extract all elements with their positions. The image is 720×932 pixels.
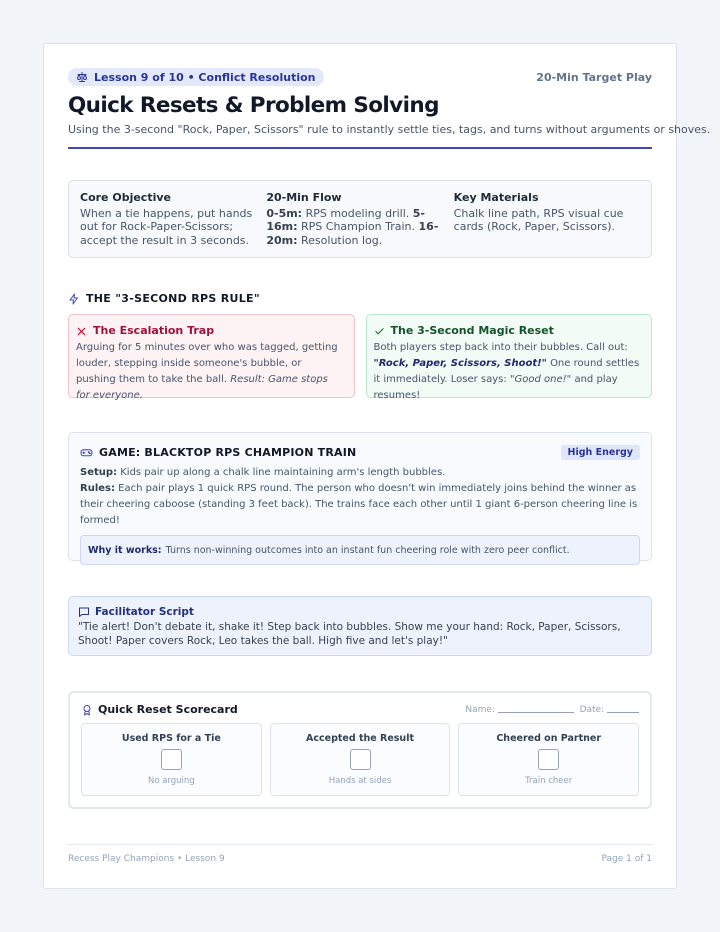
escalation-trap-card [68, 314, 355, 401]
name-date-fields [465, 705, 639, 715]
page-title: Quick Resets & Problem Solving [68, 93, 439, 118]
game-setup [80, 465, 640, 481]
reset-text-a: Both players step back into their bubbles. Call out: [373, 342, 628, 353]
reset-callout: "Rock, Paper, Scissors, Shoot!" [373, 358, 547, 369]
scorecard-column-hint: Hands at sides [328, 776, 392, 786]
materials-column [454, 191, 640, 257]
flow-heading: 20-Min Flow [266, 191, 342, 204]
page-content [68, 68, 711, 864]
scorecard-column-hint: Train cheer [525, 776, 573, 786]
materials-heading: Key Materials [453, 191, 539, 204]
magic-reset-card [366, 314, 653, 401]
flow-seg3-text: Resolution log. [301, 233, 383, 247]
scorecard-column [270, 723, 451, 796]
setup-text: Kids pair up along a chalk line maintaining arm's length bubbles. [120, 467, 446, 478]
flow-seg3-time: 16-20m: [266, 220, 439, 247]
flow-text [266, 207, 453, 248]
trap-title: The Escalation Trap [93, 324, 215, 337]
game-box [68, 432, 652, 561]
lesson-pill [68, 68, 324, 86]
page-footer [68, 844, 652, 864]
reset-text [374, 340, 642, 404]
scorecard-checkbox[interactable] [161, 749, 182, 770]
scorecard-column-label: Accepted the Result [306, 733, 414, 744]
scorecard-checkbox[interactable] [538, 749, 559, 770]
footer-page-number: Page 1 of 1 [601, 854, 652, 864]
scorecard-header [81, 702, 639, 717]
facilitator-script-box [68, 596, 652, 656]
check-icon [374, 326, 385, 337]
game-title: GAME: BLACKTOP RPS CHAMPION TRAIN [99, 445, 357, 459]
speech-bubble-icon [78, 606, 90, 618]
script-heading [78, 605, 642, 619]
materials-text: Chalk line path, RPS visual cue cards (Rock, Paper, Scissors). [453, 206, 624, 233]
why-text: Turns non-winning outcomes into an instant fun cheering role with zero peer conflict. [165, 544, 570, 556]
rules-label: Rules: [80, 483, 115, 494]
name-blank[interactable] [498, 712, 574, 713]
lightning-icon [68, 293, 80, 305]
rule-cards [68, 314, 652, 401]
objective-column [80, 191, 266, 257]
scorecard-column-label: Cheered on Partner [496, 733, 602, 744]
name-label: Name: [465, 704, 495, 715]
script-title: Facilitator Script [95, 606, 194, 618]
trap-description: Arguing for 5 minutes over who was tagged, getting louder, stepping inside someone's bubble, or pushing them to take the ball. [76, 342, 338, 385]
target-duration: 20-Min Target Play [536, 70, 652, 84]
why-label: Why it works: [88, 544, 162, 556]
flow-column [266, 191, 453, 257]
reset-text-c: and play resumes! [373, 374, 618, 401]
gamepad-icon [80, 446, 93, 459]
objective-text: When a tie happens, put hands out for Rock-Paper-Scissors; accept the result in 3 seconds. [80, 206, 253, 247]
flow-seg2-time: 5-16m: [266, 206, 425, 233]
scorecard-column-hint: No arguing [147, 776, 195, 786]
scorecard [68, 691, 652, 809]
flow-seg1-time: 0-5m: [266, 206, 303, 220]
reset-heading [374, 324, 642, 338]
trap-result: Result: Game stops for everyone. [76, 374, 328, 401]
award-ribbon-icon [81, 704, 93, 716]
game-header [80, 444, 640, 460]
lesson-page [43, 43, 711, 889]
reset-title: The 3-Second Magic Reset [390, 324, 554, 337]
scorecard-title: Quick Reset Scorecard [98, 703, 238, 716]
setup-label: Setup: [80, 467, 118, 478]
scale-icon [76, 71, 88, 83]
objective-heading: Core Objective [80, 191, 171, 204]
lesson-pill-label: Lesson 9 of 10 • Conflict Resolution [94, 70, 316, 84]
why-it-works-box [80, 535, 640, 565]
rules-text: Each pair plays 1 quick RPS round. The person who doesn't win immediately joins behind the winner as their cheering caboose (standing 3 feet back). The trains face each other until 1 giant 6-person cheering line is formed! [80, 483, 638, 526]
flow-seg2-text: RPS Champion Train. [301, 220, 416, 233]
scorecard-columns [81, 723, 639, 796]
reset-text-b: One round settles it immediately. Loser says: [373, 358, 640, 385]
date-blank[interactable] [607, 712, 639, 713]
header-row [68, 68, 652, 86]
date-label: Date: [579, 704, 605, 715]
overview-box [68, 180, 652, 258]
trap-text [76, 340, 344, 404]
footer-left: Recess Play Champions • Lesson 9 [68, 854, 225, 864]
x-icon [76, 326, 87, 337]
trap-heading [76, 324, 344, 338]
rule-section-title: THE "3-SECOND RPS RULE" [86, 292, 260, 305]
script-text: "Tie alert! Don't debate it, shake it! Step back into bubbles. Show me your hand: Rock, Paper, Scissors, Shoot! Paper covers Rock, Leo takes the ball. High five and let's play!" [78, 621, 621, 647]
scorecard-column [458, 723, 639, 796]
game-title-row [80, 446, 356, 459]
rule-section-heading [68, 292, 260, 305]
game-body [80, 465, 640, 529]
scorecard-checkbox[interactable] [350, 749, 371, 770]
game-rules [80, 481, 640, 529]
scorecard-column-label: Used RPS for a Tie [121, 733, 221, 744]
flow-seg1-text: RPS modeling drill. [305, 206, 410, 220]
scorecard-title-row [81, 703, 238, 716]
page-subtitle: Using the 3-second "Rock, Paper, Scissors" rule to instantly settle ties, tags, and turns without arguments or shoves. [68, 123, 711, 136]
header-divider [68, 147, 652, 149]
energy-badge: High Energy [561, 445, 640, 460]
loser-quote: "Good one!" [509, 374, 572, 385]
scorecard-column [81, 723, 262, 796]
